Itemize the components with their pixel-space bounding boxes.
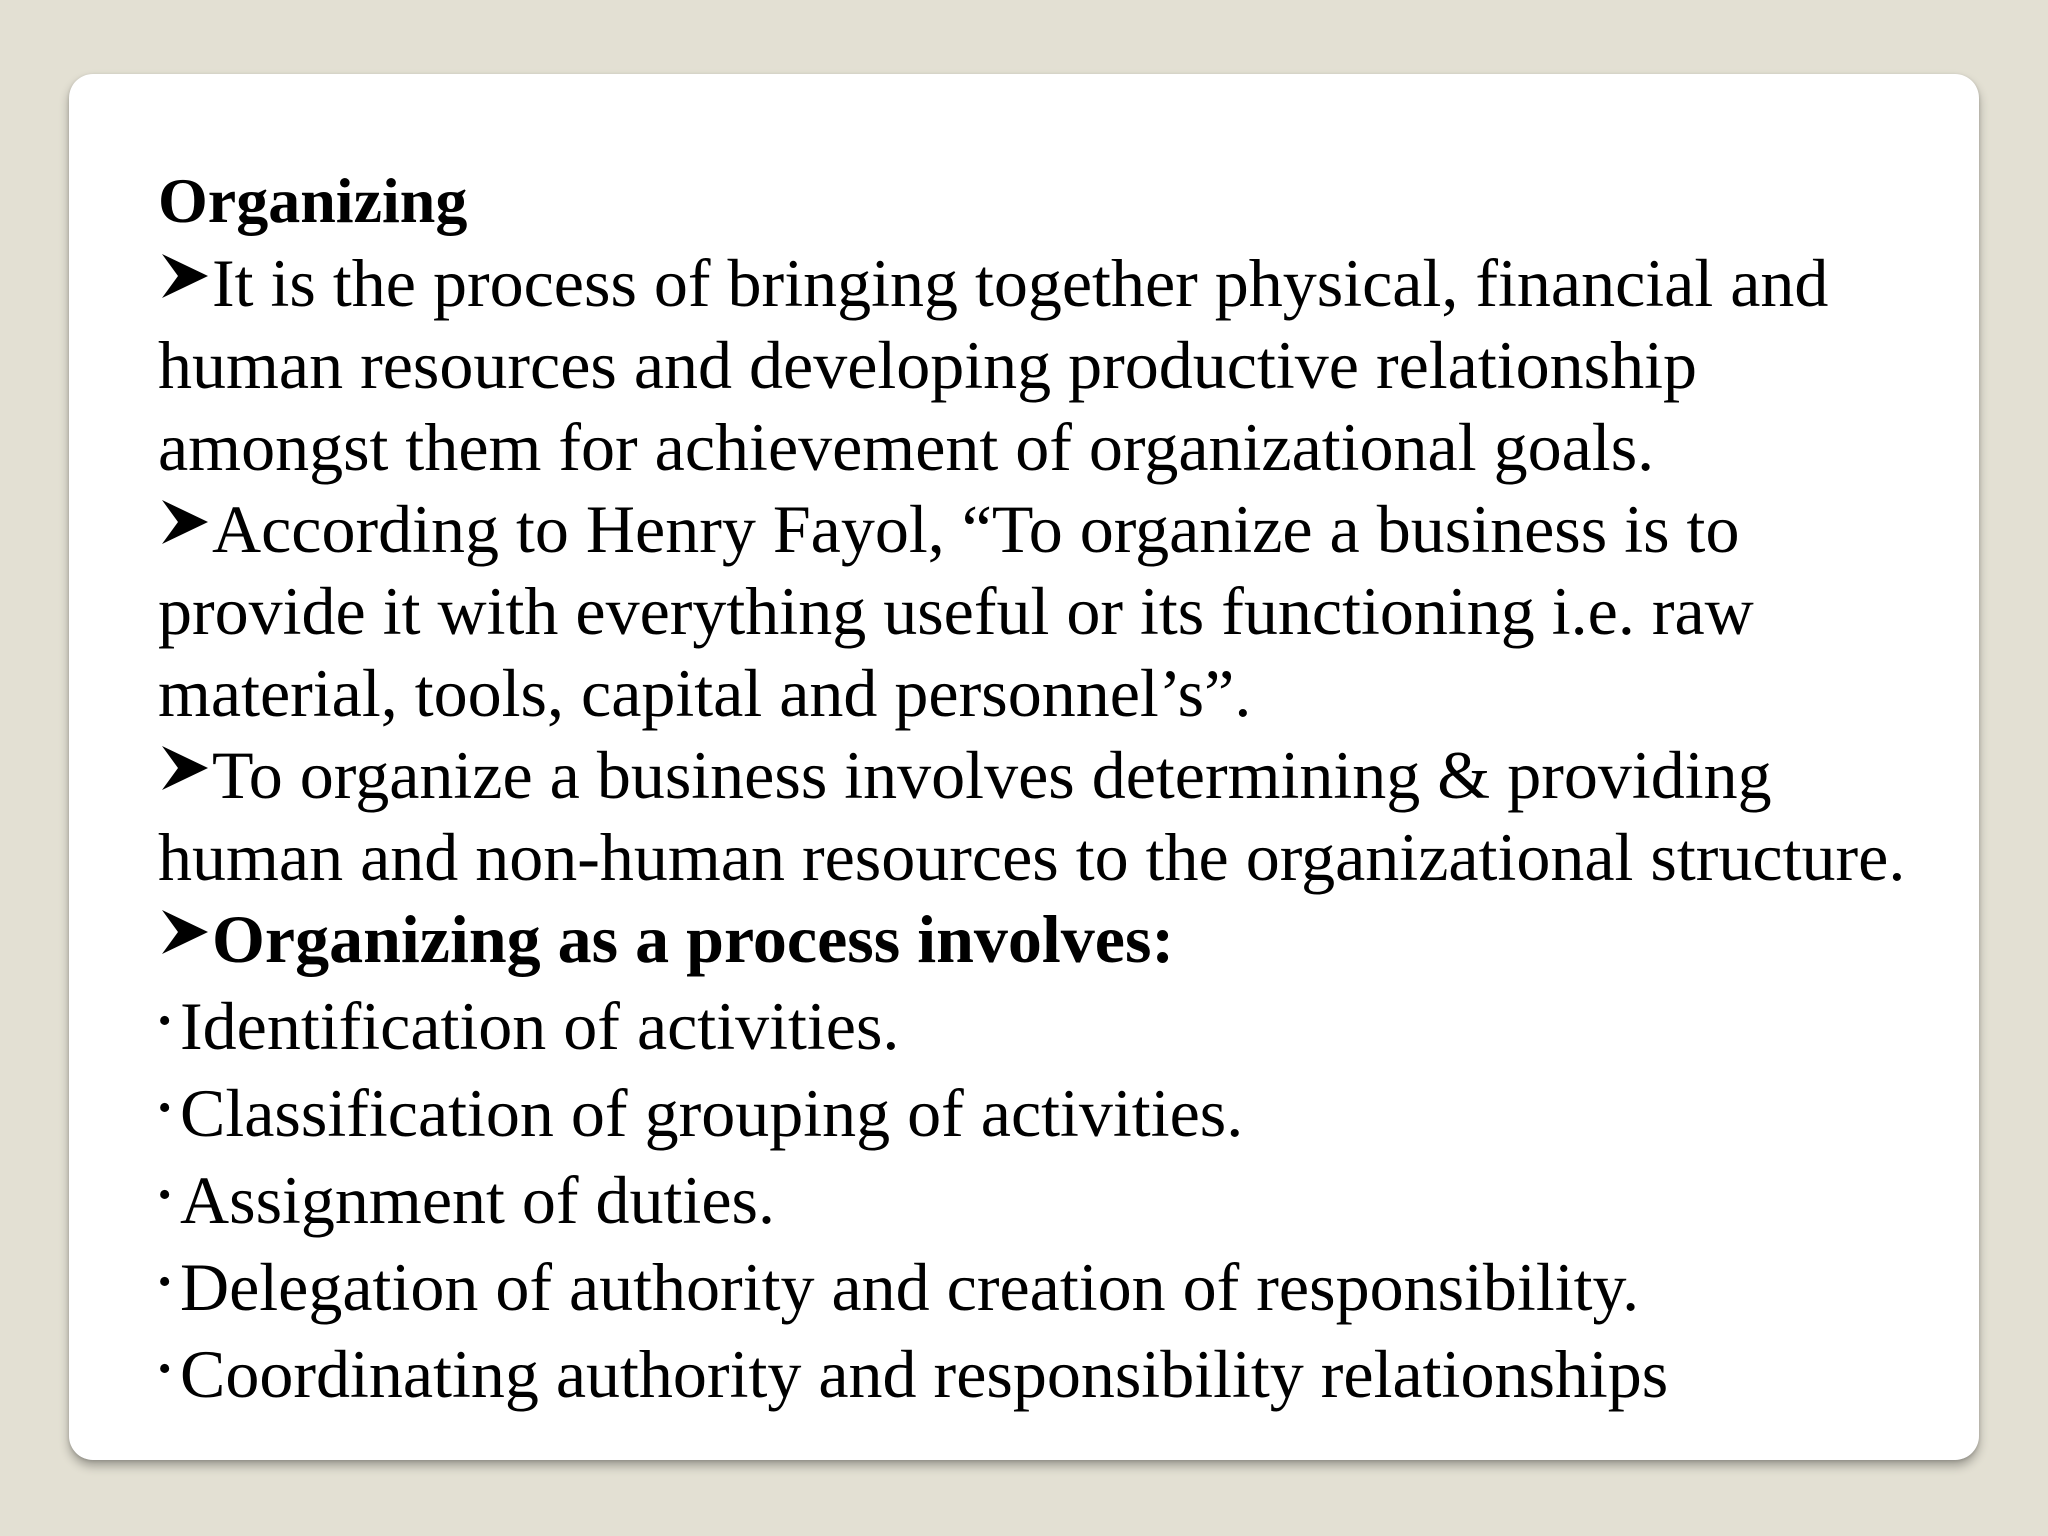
arrow-bullet-icon (158, 906, 212, 958)
process-list-item (158, 980, 1938, 1067)
point-text: According to Henry Fayol, “To organize a business is to provide it with everything useful or its functioning i.e. raw material, tools, capital and personnel’s”. (158, 491, 1754, 731)
process-list-item (158, 1154, 1938, 1241)
process-heading: Organizing as a process involves: (212, 901, 1175, 977)
bullet-dot: • (158, 1348, 172, 1390)
process-item-text: Assignment of duties. (180, 1162, 775, 1238)
bullet-dot: • (158, 1261, 172, 1303)
point-fayol-quote (158, 488, 1938, 734)
slide-card (69, 74, 1979, 1460)
point-process-definition (158, 242, 1938, 488)
bullet-dot: • (158, 1174, 172, 1216)
process-item-text: Classification of grouping of activities. (180, 1075, 1244, 1151)
process-item-text: Coordinating authority and responsibility relationships (180, 1336, 1669, 1412)
arrow-bullet-icon (158, 496, 212, 548)
process-list-item (158, 1067, 1938, 1154)
process-item-text: Delegation of authority and creation of responsibility. (180, 1249, 1640, 1325)
process-list-item (158, 1328, 1938, 1415)
point-text: To organize a business involves determining & providing human and non-human resources to the organizational structure. (158, 737, 1906, 895)
point-process-heading (158, 898, 1938, 980)
point-text: It is the process of bringing together physical, financial and human resources and developing productive relationship amongst them for achievement of organizational goals. (158, 245, 1829, 485)
point-organize-business (158, 734, 1938, 898)
bullet-dot: • (158, 1087, 172, 1129)
arrow-bullet-icon (158, 742, 212, 794)
process-item-text: Identification of activities. (180, 988, 900, 1064)
process-list-item (158, 1241, 1938, 1328)
arrow-bullet-icon (158, 250, 212, 302)
bullet-dot: • (158, 1000, 172, 1042)
slide-title: Organizing (158, 165, 468, 236)
slide-content (158, 160, 1938, 1415)
